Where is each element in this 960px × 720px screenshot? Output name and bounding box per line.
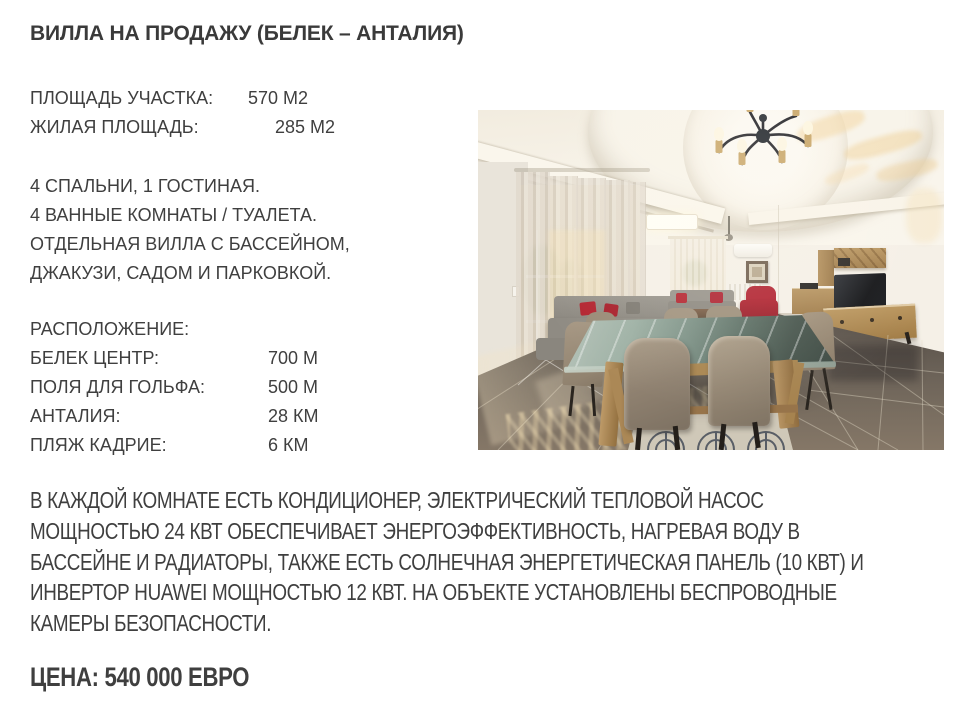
location-label: БЕЛЕК ЦЕНТР: [30,348,160,368]
feature-line: ОТДЕЛЬНАЯ ВИЛЛА С БАССЕЙНОМ, [30,234,350,254]
location-label: ПОЛЯ ДЛЯ ГОЛЬФА: [30,377,206,397]
location-section [30,344,319,460]
area-label: ПЛОЩАДЬ УЧАСТКА: [30,88,214,108]
shelf-speaker [838,258,850,266]
feature-line: 4 СПАЛЬНИ, 1 ГОСТИНАЯ. [30,176,261,196]
location-value: 500 М [268,377,319,397]
location-heading [30,315,189,344]
photo-back-window-rail [668,236,728,239]
chandelier-icon [688,110,838,188]
area-section [30,84,336,142]
wall-picture-image [752,267,762,277]
area-row-living [30,113,336,142]
description-line: ИНВЕРТОР HUAWEI МОЩНОСТЬЮ 12 КВТ. НА ОБЪЕКТЕ УСТАНОВЛЕНЫ БЕСПРОВОДНЫЕ [30,579,837,606]
location-row [30,344,319,373]
page-title: ВИЛЛА НА ПРОДАЖУ (БЕЛЕК – АНТАЛИЯ) [30,22,464,45]
photo-floor-shadow [828,345,918,381]
red-pillow [676,293,687,303]
dining-chair-front [708,336,770,426]
sideboard-electronics [800,283,818,289]
red-pillow [710,292,723,303]
dining-chair-front [624,338,690,430]
villa-photo [478,110,944,450]
location-label: ПЛЯЖ КАДРИЕ: [30,435,167,455]
area-label: ЖИЛАЯ ПЛОЩАДЬ: [30,117,199,137]
description-section [30,485,960,639]
description-line: КАМЕРЫ БЕЗОПАСНОСТИ. [30,610,272,637]
location-row [30,431,309,460]
photo-pendant-rod [728,216,730,236]
photo-curtain-rail-shadow [514,168,650,172]
location-value: 28 КМ [268,406,319,426]
feature-line: 4 ВАННЫЕ КОМНАТЫ / ТУАЛЕТА. [30,205,318,225]
description-line: МОЩНОСТЬЮ 24 КВТ ОБЕСПЕЧИВАЕТ ЭНЕРГОЭФФЕКТИВНОСТЬ, НАГРЕВАЯ ВОДУ В [30,517,800,544]
air-conditioner [734,244,772,257]
description-line: В КАЖДОЙ КОМНАТЕ ЕСТЬ КОНДИЦИОНЕР, ЭЛЕКТРИЧЕСКИЙ ТЕПЛОВОЙ НАСОС [30,487,764,513]
price-text: ЦЕНА: 540 000 ЕВРО [30,662,250,692]
features-section [30,172,350,288]
location-value: 700 М [268,348,319,368]
gray-pillow [626,302,640,314]
photo-sunlight-patch [906,188,942,243]
description-line: БАССЕЙНЕ И РАДИАТОРЫ, ТАКЖЕ ЕСТЬ СОЛНЕЧНАЯ ЭНЕРГЕТИЧЕСКАЯ ПАНЕЛЬ (10 КВТ) И [30,548,864,575]
location-row [30,373,319,402]
area-value: 570 М2 [248,88,309,108]
feature-line: ДЖАКУЗИ, САДОМ И ПАРКОВКОЙ. [30,263,332,283]
location-row [30,402,319,431]
photo-back-window-sheer [670,238,726,298]
area-value: 285 М2 [275,117,336,137]
location-label: АНТАЛИЯ: [30,406,121,426]
tv-tall-cabinet [818,250,834,286]
area-row-plot [30,84,309,113]
location-heading-text: РАСПОЛОЖЕНИЕ: [30,319,190,339]
location-value: 6 КМ [268,435,309,455]
photo-flush-light [646,214,698,230]
